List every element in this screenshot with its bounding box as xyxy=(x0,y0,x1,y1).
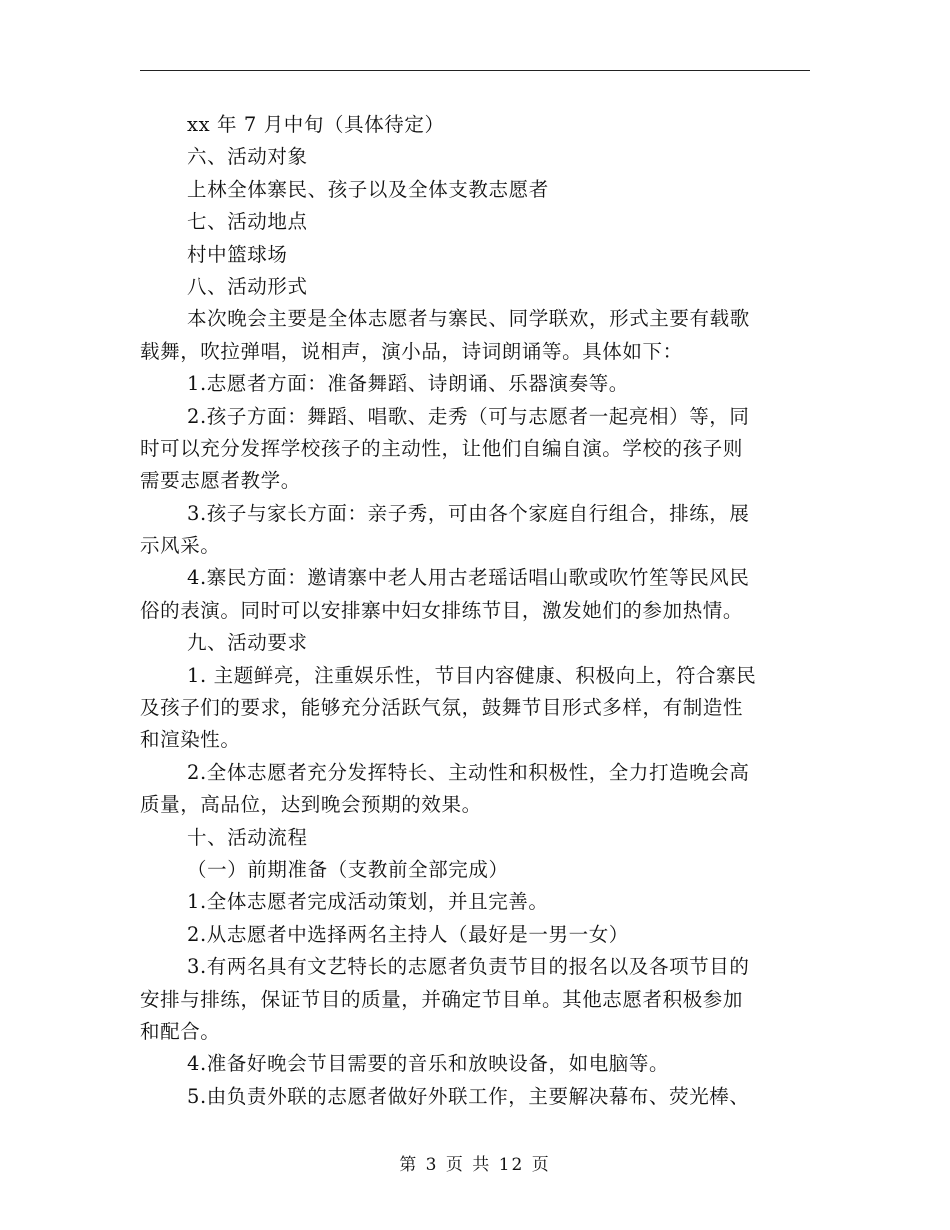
text-line: 5.由负责外联的志愿者做好外联工作，主要解决幕布、荧光棒、 xyxy=(187,1084,750,1108)
text-line: 3.孩子与家长方面：亲子秀，可由各个家庭自行组合，排练，展 xyxy=(187,501,750,525)
text-line: 及孩子们的要求，能够充分活跃气氛，鼓舞节目形式多样，有制造性 xyxy=(140,696,744,720)
text-line: 俗的表演。同时可以安排寨中妇女排练节目，激发她们的参加热情。 xyxy=(140,598,744,622)
text-line: 需要志愿者教学。 xyxy=(140,469,301,493)
text-line: 八、活动形式 xyxy=(187,274,308,298)
header-rule xyxy=(140,70,810,71)
text-line: 4.准备好晚会节目需要的音乐和放映设备，如电脑等。 xyxy=(187,1052,670,1076)
text-line: 安排与排练，保证节目的质量，并确定节目单。其他志愿者积极参加 xyxy=(140,987,744,1011)
page-number-label: 第 3 页 共 12 页 xyxy=(399,1155,551,1175)
text-line: 质量，高品位，达到晚会预期的效果。 xyxy=(140,793,482,817)
text-line: 上林全体寨民、孩子以及全体支教志愿者 xyxy=(187,177,549,201)
text-line: 和渲染性。 xyxy=(140,728,241,752)
text-line: xx 年 7 月中旬（具体待定） xyxy=(187,113,445,136)
text-line: 九、活动要求 xyxy=(187,631,308,655)
text-line: 示风采。 xyxy=(140,534,221,558)
text-line: 时可以充分发挥学校孩子的主动性，让他们自编自演。学校的孩子则 xyxy=(140,436,744,460)
page-footer xyxy=(0,1150,950,1175)
text-line: 本次晚会主要是全体志愿者与寨民、同学联欢，形式主要有载歌 xyxy=(187,307,750,331)
text-line: 1.志愿者方面：准备舞蹈、诗朗诵、乐器演奏等。 xyxy=(187,372,629,396)
text-line: 2.从志愿者中选择两名主持人（最好是一男一女） xyxy=(187,922,629,946)
text-line: 七、活动地点 xyxy=(187,210,308,234)
text-line: 和配合。 xyxy=(140,1019,221,1043)
text-line: 1. 主题鲜亮，注重娱乐性，节目内容健康、积极向上，符合寨民 xyxy=(187,663,757,687)
text-line: 2.全体志愿者充分发挥特长、主动性和积极性，全力打造晚会高 xyxy=(187,760,750,784)
text-line: 1.全体志愿者完成活动策划，并且完善。 xyxy=(187,890,549,914)
document-body xyxy=(140,109,810,1113)
text-line: 村中篮球场 xyxy=(187,242,288,266)
text-line: 载舞，吹拉弹唱，说相声，演小品，诗词朗诵等。具体如下： xyxy=(140,339,683,363)
text-line: 3.有两名具有文艺特长的志愿者负责节目的报名以及各项节目的 xyxy=(187,955,750,979)
text-line: 十、活动流程 xyxy=(187,825,308,849)
text-line: 2.孩子方面：舞蹈、唱歌、走秀（可与志愿者一起亮相）等，同 xyxy=(187,404,750,428)
text-line: （一）前期准备（支教前全部完成） xyxy=(187,857,509,881)
text-line: 4.寨民方面：邀请寨中老人用古老瑶话唱山歌或吹竹笙等民风民 xyxy=(187,566,750,590)
text-line: 六、活动对象 xyxy=(187,145,308,169)
